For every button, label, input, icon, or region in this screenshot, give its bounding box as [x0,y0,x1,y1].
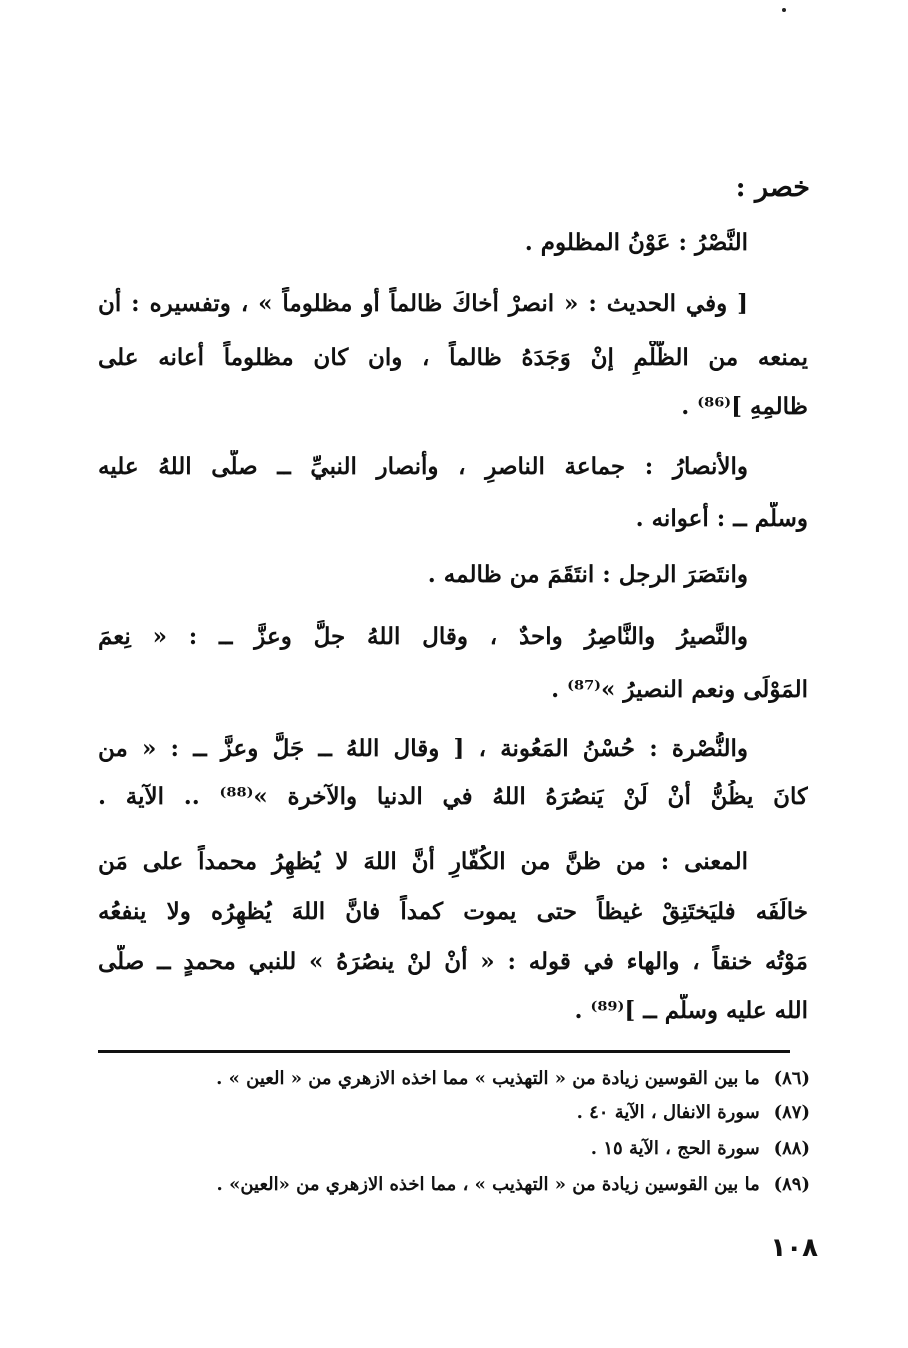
footnote-divider [98,1050,790,1053]
footnote-text: ما بين القوسين زيادة من « التهذيب » مما اخذه الازهري من « العين » . [216,1068,760,1089]
footnote-text: سورة الانفال ، الآية ٤٠ . [576,1102,760,1123]
body-line: والأنصارُ : جماعة الناصرِ ، وأنصار النبيِّ ــ صلّى اللهُ عليه [98,453,748,480]
footnote-number: (٨٨) [773,1138,810,1159]
footnote [110,1100,810,1126]
body-line: المعنى : من ظنَّ من الكُفّارِ أنَّ اللهَ لا يُظهِرُ محمداً على مَن [98,848,748,875]
footnote [110,1172,810,1198]
footnote [110,1136,810,1162]
body-line: خالَفَه فليَختَنِقْ غيظاً حتى يموت كمداً فانَّ اللهَ يُظهِرُه ولا ينفعُه [98,898,808,925]
body-line: ظالمِهِ ]⁽⁸⁶⁾ . [681,393,808,420]
body-line: وانتَصَرَ الرجل : انتَقَمَ من ظالمه . [427,561,748,588]
footnote-number: (٨٧) [773,1102,810,1123]
footnote-number: (٨٩) [773,1174,810,1195]
page-number: ١٠٨ [770,1233,818,1263]
body-line: الله عليه وسلّم ــ ]⁽⁸⁹⁾ . [574,997,808,1024]
body-line: كانَ يظُنُّ أنْ لَنْ يَنصُرَهُ اللهُ في الدنيا والآخرة »⁽⁸⁸⁾ .. الآية . [98,783,808,810]
body-line: المَوْلَى ونعم النصيرُ »⁽⁸⁷⁾ . [551,676,808,703]
footnote [110,1066,810,1092]
body-line: النَّصْرُ : عَوْنُ المظلوم . [524,229,748,256]
footnote-text: سورة الحج ، الآية ١٥ . [590,1138,760,1159]
footnote-text: ما بين القوسين زيادة من « التهذيب » ، مما اخذه الازهري من «العين» . [216,1174,760,1195]
body-line: والنَّصيرُ والنَّاصِرُ واحدٌ ، وقال اللهُ جلَّ وعزَّ ــ : « نِعمَ [98,623,748,650]
body-line: مَوْتُه خنقاً ، والهاء في قوله : « أنْ لنْ ينصُرَهُ » للنبي محمدٍ ــ صلّى [98,948,808,975]
footnote-number: (٨٦) [773,1068,810,1089]
body-line: يمنعه من الظُّلْمِ إنْ وَجَدَهُ ظالماً ، وان كان مظلوماً أعانه على [98,344,808,371]
body-line: وسلّم ــ : أعوانه . [635,505,808,532]
speck-mark [782,8,786,12]
body-line: [ وفي الحديث : « انصرْ أخاكَ ظالماً أو مظلوماً » ، وتفسيره : أن [98,290,748,317]
entry-heading: خصر : [735,172,810,203]
body-line: والنُّصْرة : حُسْنُ المَعُونة ، [ وقال اللهُ ــ جَلَّ وعزَّ ــ : « من [98,735,748,762]
